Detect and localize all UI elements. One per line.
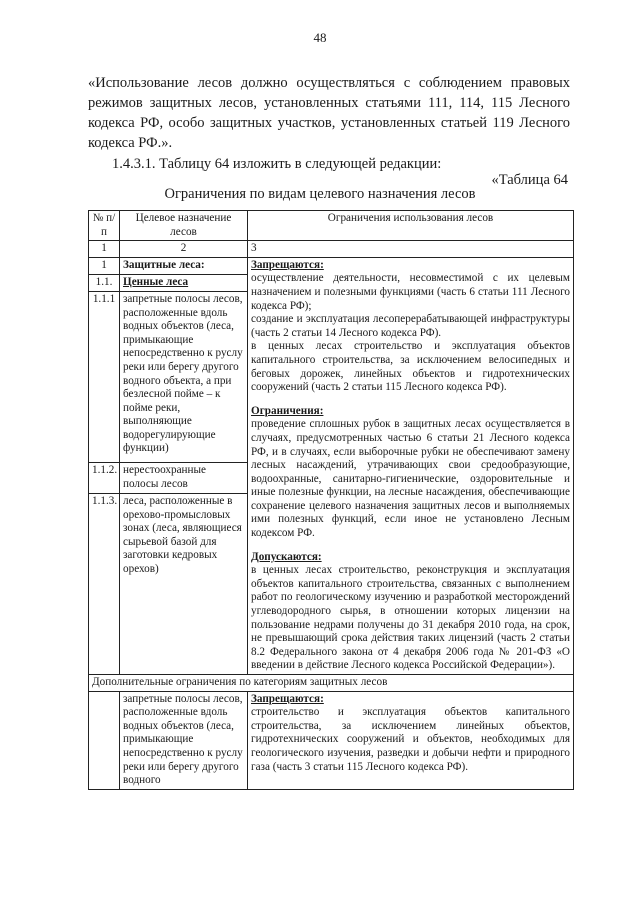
- limits-heading: Ограничения:: [251, 404, 324, 417]
- col-number: 1: [89, 241, 120, 258]
- table-header-row: [89, 211, 574, 241]
- row-num: 1.1.1: [89, 291, 120, 462]
- row-num: 1.1.3.: [89, 494, 120, 675]
- restrictions-table: [88, 210, 574, 790]
- restrictions-cell: [248, 257, 574, 674]
- limits-text: проведение сплошных рубок в защитных лесах осуществляется в случаях, предусмотренных частью 6 статьи 21 Лесного кодекса РФ, и в случаях, если выборочные рубки не обеспечивают замену лесных насаждений, утрачивающих свои средообразующие, водоохранные, санитарно-гигиенические, оздоровительные и иные полезные функции, на лесные насаждения, обеспечивающие сохранение целевого назначения защитных лесов и выполняемых ими полезных функций, если иное не установлено Лесным кодексом РФ.: [251, 418, 570, 540]
- prohibited-heading: Запрещаются:: [251, 692, 324, 705]
- row-num: 1: [89, 257, 120, 274]
- prohibited-heading: Запрещаются:: [251, 258, 324, 271]
- table-row: [89, 691, 574, 789]
- clause-text: 1.4.3.1. Таблицу 64 изложить в следующей редакции:: [112, 156, 442, 172]
- table-row: [89, 257, 574, 274]
- row-num: 1.1.2.: [89, 462, 120, 493]
- row-purpose: Защитные леса:: [120, 257, 248, 274]
- allowed-heading: Допускаются:: [251, 550, 322, 563]
- allowed-text: в ценных лесах строительство, реконструкция и эксплуатация объектов капитального строительства, связанных с выполнением работ по геологическому изучению и разработкой месторождений углеводородного сырья, в отношении которых лицензии на пользование недрами получены до 31 декабря 2010 года, на срок, не превышающий срока действия таких лицензий (часть 2 статьи 8.2 Федерального закона от 4 декабря 2006 года № 201-ФЗ «О введении в действие Лесного кодекса Российской Федерации»).: [251, 564, 570, 672]
- row-purpose: леса, расположенные в орехово-промысловых зонах (леса, являющиеся сырьевой базой для заготовки кедровых орехов): [120, 494, 248, 675]
- span-row-text: Дополнительные ограничения по категориям защитных лесов: [89, 675, 574, 692]
- table-label: «Таблица 64: [491, 172, 568, 188]
- row-purpose: Ценные леса: [120, 274, 248, 291]
- intro-paragraph: «Использование лесов должно осуществляться с соблюдением правовых режимов защитных лесов, установленных статьями 111, 114, 115 Лесного кодекса РФ, особо защитных участков, установленных статьей 119 Лесного кодекса РФ.».: [88, 75, 570, 151]
- table-span-row: [89, 675, 574, 692]
- page-number: 48: [313, 30, 327, 45]
- col-number: 2: [120, 241, 248, 258]
- header-purpose: Целевое назначение лесов: [120, 211, 248, 241]
- header-num: № п/п: [89, 211, 120, 241]
- prohibited-item: осуществление деятельности, несовместимой с их целевым назначением и полезными функциями (часть 6 статьи 111 Лесного кодекса РФ);: [251, 272, 570, 312]
- column-number-row: [89, 241, 574, 258]
- row-num: 1.1.: [89, 274, 120, 291]
- prohibited-item: в ценных лесах строительство и эксплуатация объектов капитального строительства, за исключением велосипедных и беговых дорожек, линейных объектов и гидротехнических сооружений (часть 2 статьи 115 Лесного кодекса РФ).: [251, 340, 570, 394]
- prohibited-item: строительство и эксплуатация объектов капитального строительства, за исключением линейных объектов, гидротехнических сооружений и объектов, необходимых для геологического изучения, разведки и добычи нефти и природного газа (часть 3 статьи 115 Лесного кодекса РФ).: [251, 706, 570, 773]
- table-title: Ограничения по видам целевого назначения лесов: [164, 186, 476, 202]
- col-number: 3: [248, 241, 574, 258]
- prohibited-item: создание и эксплуатация лесоперерабатывающей инфраструктуры (часть 2 статьи 14 Лесного кодекса РФ).: [251, 313, 570, 339]
- row-purpose: запретные полосы лесов, расположенные вдоль водных объектов (леса, примыкающие непосредственно к руслу реки или берегу другого водного объекта, а при безлесной пойме – к пойме реки, выполняющие водорегулирующие функции): [120, 291, 248, 462]
- row-num: [89, 691, 120, 789]
- row-purpose: нерестоохранные полосы лесов: [120, 462, 248, 493]
- header-restrictions: Ограничения использования лесов: [248, 211, 574, 241]
- restrictions-cell: [248, 691, 574, 789]
- row-purpose: запретные полосы лесов, расположенные вдоль водных объектов (леса, примыкающие непосредственно к руслу реки или берегу другого водного: [120, 691, 248, 789]
